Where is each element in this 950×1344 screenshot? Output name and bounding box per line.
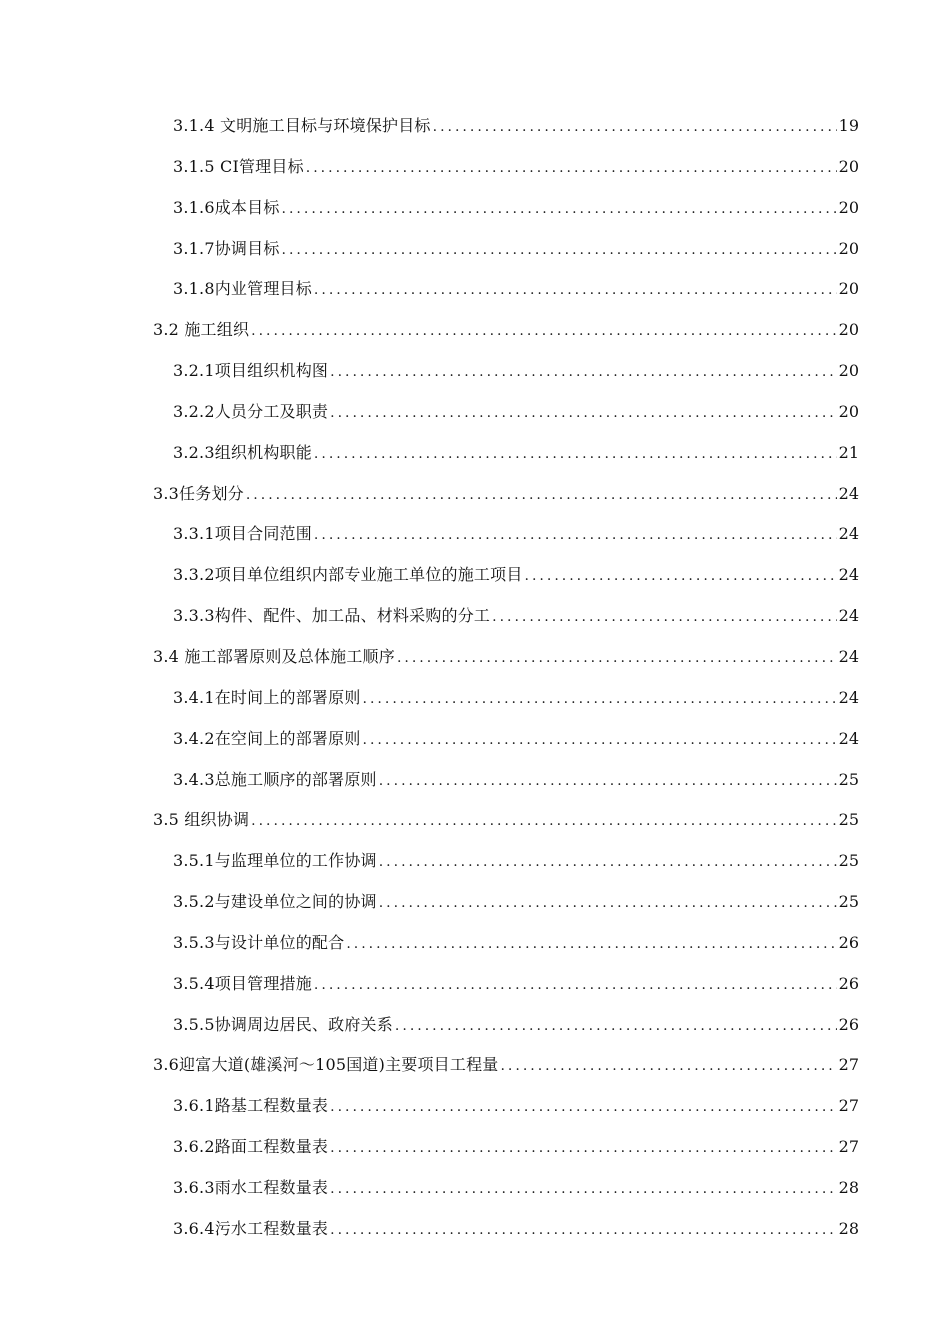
toc-entry[interactable] [0,188,950,229]
toc-entry-number: 3.6.2 [173,1137,215,1157]
toc-dot-leader [330,352,837,392]
toc-entry-title: 任务划分 [179,483,244,503]
toc-dot-leader [500,1046,836,1086]
toc-dot-leader [346,924,836,964]
toc-entry-number: 3.3.2 [173,565,215,585]
toc-entry-number: 3.3 [153,483,180,503]
toc-entry-title: 成本目标 [214,197,280,217]
toc-entry-number: 3.5 [153,810,180,830]
toc-entry-title: 协调目标 [214,238,280,258]
toc-dot-leader [363,679,837,719]
toc-entry-page-number: 24 [838,687,859,707]
toc-entry-title: CI管理目标 [220,156,304,176]
toc-entry-title: 组织机构职能 [214,442,312,462]
toc-entry-number: 3.4.3 [173,769,215,789]
toc-dot-leader [282,189,837,229]
toc-dot-leader [330,1087,837,1127]
toc-entry-page-number: 20 [838,279,859,299]
toc-entry-number: 3.1.4 [173,116,215,135]
toc-entry-page-number: 20 [838,156,859,176]
toc-entry-page-number: 24 [838,728,859,748]
toc-entry-number: 3.4.1 [173,687,215,707]
toc-entry[interactable] [0,514,950,555]
toc-entry[interactable] [0,760,950,801]
toc-entry-page-number: 21 [838,442,859,462]
toc-entry-page-number: 27 [838,1137,859,1157]
toc-entry-number: 3.2.3 [173,442,215,462]
toc-entry[interactable] [0,1045,950,1086]
toc-entry-page-number: 24 [838,565,859,585]
toc-entry-number: 3.1.5 [173,156,215,176]
toc-entry[interactable] [0,800,950,841]
toc-entry-title: 构件、配件、加工品、材料采购的分工 [214,606,491,626]
toc-entry-number: 3.5.3 [173,932,215,952]
toc-entry-page-number: 25 [838,892,859,912]
toc-entry-number: 3.1.7 [173,238,215,258]
toc-entry-title: 在时间上的部署原则 [214,687,361,707]
toc-dot-leader [251,311,836,351]
toc-entry[interactable] [0,1127,950,1168]
toc-entry[interactable] [0,555,950,596]
toc-entry-title: 项目单位组织内部专业施工单位的施工项目 [214,565,523,585]
toc-entry-page-number: 27 [838,1096,859,1116]
toc-entry[interactable] [0,310,950,351]
toc-entry[interactable] [0,147,950,188]
toc-dot-leader [330,393,837,433]
toc-entry-page-number: 25 [838,769,859,789]
toc-entry[interactable] [0,678,950,719]
toc-entry-page-number: 20 [838,197,859,217]
toc-entry-number: 3.5.5 [173,1014,215,1034]
toc-entry-title: 施工组织 [184,320,250,340]
toc-entry-page-number: 24 [838,606,859,626]
toc-entry-page-number: 25 [838,810,859,830]
toc-entry-number: 3.2.1 [173,361,215,381]
toc-entry-number: 3.5.2 [173,892,215,912]
toc-dot-leader [330,1128,837,1168]
toc-entry-page-number: 20 [838,361,859,381]
toc-entry-title: 与建设单位之间的协调 [214,892,377,912]
toc-entry-page-number: 27 [838,1055,859,1075]
toc-entry-page-number: 26 [838,973,859,993]
toc-entry-title: 在空间上的部署原则 [214,728,361,748]
toc-dot-leader [397,638,837,678]
toc-entry-number: 3.3.3 [173,606,215,626]
toc-entry-number: 3.2 [153,320,180,340]
toc-dot-leader [492,597,837,637]
toc-entry-title: 组织协调 [184,810,250,830]
toc-dot-leader [525,556,837,596]
toc-entry-title: 路面工程数量表 [214,1137,329,1157]
toc-entry[interactable] [0,841,950,882]
toc-entry-number: 3.3.1 [173,524,215,544]
toc-dot-leader [330,1169,837,1209]
toc-entry-page-number: 24 [838,483,859,503]
toc-entry-page-number: 20 [838,401,859,421]
toc-dot-leader [314,434,837,474]
toc-entry-page-number: 19 [838,116,859,135]
toc-entry-number: 3.4.2 [173,728,215,748]
toc-dot-leader [330,1210,837,1250]
toc-entry-number: 3.6.4 [173,1218,215,1238]
toc-entry-title: 总施工顺序的部署原则 [214,769,377,789]
toc-entry-number: 3.6.1 [173,1096,215,1116]
toc-dot-leader [282,230,837,270]
toc-entry-title: 项目合同范围 [214,524,312,544]
toc-entry[interactable] [0,1168,950,1209]
toc-entry-number: 3.5.1 [173,851,215,871]
toc-entry-number: 3.1.8 [173,279,215,299]
toc-entry-title: 污水工程数量表 [214,1218,329,1238]
toc-entry[interactable] [0,923,950,964]
toc-entry-page-number: 24 [838,646,859,666]
toc-entry-page-number: 25 [838,851,859,871]
toc-entry-number: 3.5.4 [173,973,215,993]
toc-entry[interactable] [0,229,950,270]
toc-dot-leader [306,148,837,188]
toc-entry[interactable] [0,1086,950,1127]
toc-entry[interactable] [0,474,950,515]
toc-entry-page-number: 26 [838,1014,859,1034]
toc-entry-title: 人员分工及职责 [214,401,329,421]
toc-entry-page-number: 24 [838,524,859,544]
toc-entry[interactable] [0,1005,950,1046]
toc-dot-leader [314,270,837,310]
toc-entry-number: 3.2.2 [173,401,215,421]
toc-entry-title: 项目组织机构图 [214,361,329,381]
toc-entry[interactable] [0,964,950,1005]
toc-entry-page-number: 20 [838,320,859,340]
toc-dot-leader [379,761,837,801]
toc-entry-title: 雨水工程数量表 [214,1177,329,1197]
toc-entry-page-number: 28 [838,1218,859,1238]
toc-dot-leader [395,1006,837,1046]
toc-dot-leader [314,515,837,555]
toc-entry-page-number: 28 [838,1177,859,1197]
toc-entry[interactable] [0,351,950,392]
toc-dot-leader [246,475,837,515]
toc-entry[interactable] [0,1209,950,1250]
toc-entry-title: 与设计单位的配合 [214,932,345,952]
toc-entry-page-number: 26 [838,932,859,952]
toc-entry-title: 内业管理目标 [214,279,312,299]
toc-dot-leader [314,965,837,1005]
toc-entry[interactable] [0,719,950,760]
toc-entry-page-number: 20 [838,238,859,258]
toc-entry-number: 3.6 [153,1055,180,1075]
toc-dot-leader [363,720,837,760]
toc-dot-leader [433,107,837,147]
toc-entry-title: 迎富大道(雄溪河～105国道)主要项目工程量 [179,1055,499,1075]
toc-entry-title: 项目管理措施 [214,973,312,993]
toc-dot-leader [251,801,836,841]
toc-entry-number: 3.6.3 [173,1177,215,1197]
toc-entry-title: 协调周边居民、政府关系 [214,1014,393,1034]
toc-entry[interactable] [0,433,950,474]
toc-entry[interactable] [0,106,950,147]
toc-entry-title: 文明施工目标与环境保护目标 [220,116,431,135]
toc-entry-number: 3.4 [153,646,180,666]
toc-entry[interactable] [0,596,950,637]
toc-dot-leader [379,842,837,882]
table-of-contents [0,106,950,1250]
toc-entry[interactable] [0,882,950,923]
toc-entry-title: 施工部署原则及总体施工顺序 [184,646,395,666]
toc-entry[interactable] [0,392,950,433]
toc-entry-number: 3.1.6 [173,197,215,217]
toc-dot-leader [379,883,837,923]
toc-entry[interactable] [0,637,950,678]
toc-entry[interactable] [0,269,950,310]
toc-entry-title: 与监理单位的工作协调 [214,851,377,871]
toc-entry-title: 路基工程数量表 [214,1096,329,1116]
